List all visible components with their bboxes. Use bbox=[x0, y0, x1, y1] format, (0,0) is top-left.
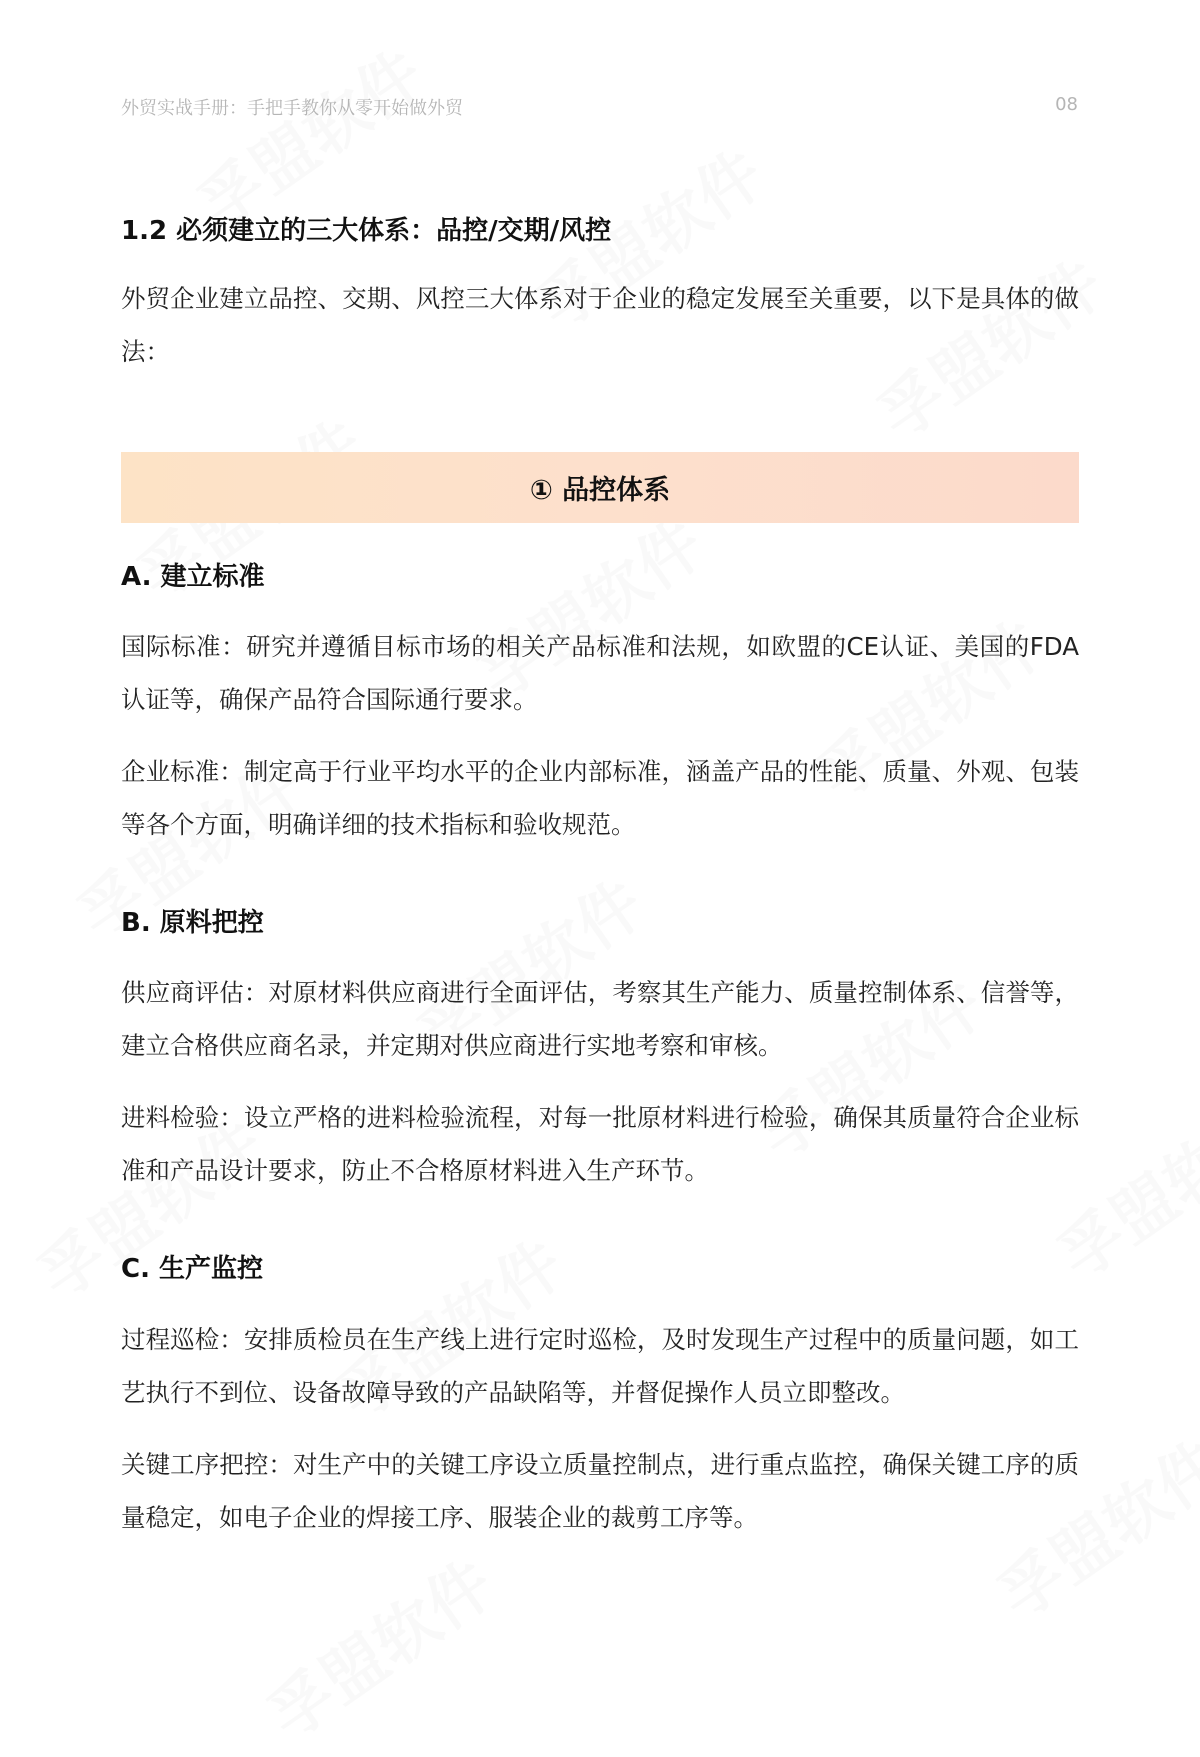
paragraph: 国际标准：研究并遵循目标市场的相关产品标准和法规，如欧盟的CE认证、美国的FDA认证等，确保产品符合国际通行要求。 bbox=[121, 632, 1079, 714]
paragraph: 关键工序把控：对生产中的关键工序设立质量控制点，进行重点监控，确保关键工序的质量稳定，如电子企业的焊接工序、服装企业的裁剪工序等。 bbox=[121, 1450, 1079, 1532]
section-title: 1.2 必须建立的三大体系：品控/交期/风控 bbox=[121, 216, 612, 246]
watermark bbox=[247, 1535, 509, 1757]
section-banner bbox=[121, 452, 1079, 523]
book-title-header: 外贸实战手册：手把手教你从零开始做外贸 bbox=[121, 98, 463, 119]
paragraph: 过程巡检：安排质检员在生产线上进行定时巡检，及时发现生产过程中的质量问题，如工艺执行不到位、设备故障导致的产品缺陷等，并督促操作人员立即整改。 bbox=[121, 1325, 1079, 1407]
subsection-heading: A. 建立标准 bbox=[121, 562, 265, 592]
subsection-heading: C. 生产监控 bbox=[121, 1254, 264, 1284]
paragraph: 进料检验：设立严格的进料检验流程，对每一批原材料进行检验，确保其质量符合企业标准和产品设计要求，防止不合格原材料进入生产环节。 bbox=[121, 1103, 1079, 1185]
paragraph: 企业标准：制定高于行业平均水平的企业内部标准，涵盖产品的性能、质量、外观、包装等各个方面，明确详细的技术指标和验收规范。 bbox=[121, 757, 1079, 839]
intro-paragraph: 外贸企业建立品控、交期、风控三大体系对于企业的稳定发展至关重要，以下是具体的做法： bbox=[121, 284, 1079, 366]
paragraph: 供应商评估：对原材料供应商进行全面评估，考察其生产能力、质量控制体系、信誉等，建立合格供应商名录，并定期对供应商进行实地考察和审核。 bbox=[121, 978, 1079, 1060]
subsection-heading: B. 原料把控 bbox=[121, 908, 264, 938]
page-number: 08 bbox=[1055, 94, 1078, 115]
banner-label: ① 品控体系 bbox=[529, 475, 671, 506]
